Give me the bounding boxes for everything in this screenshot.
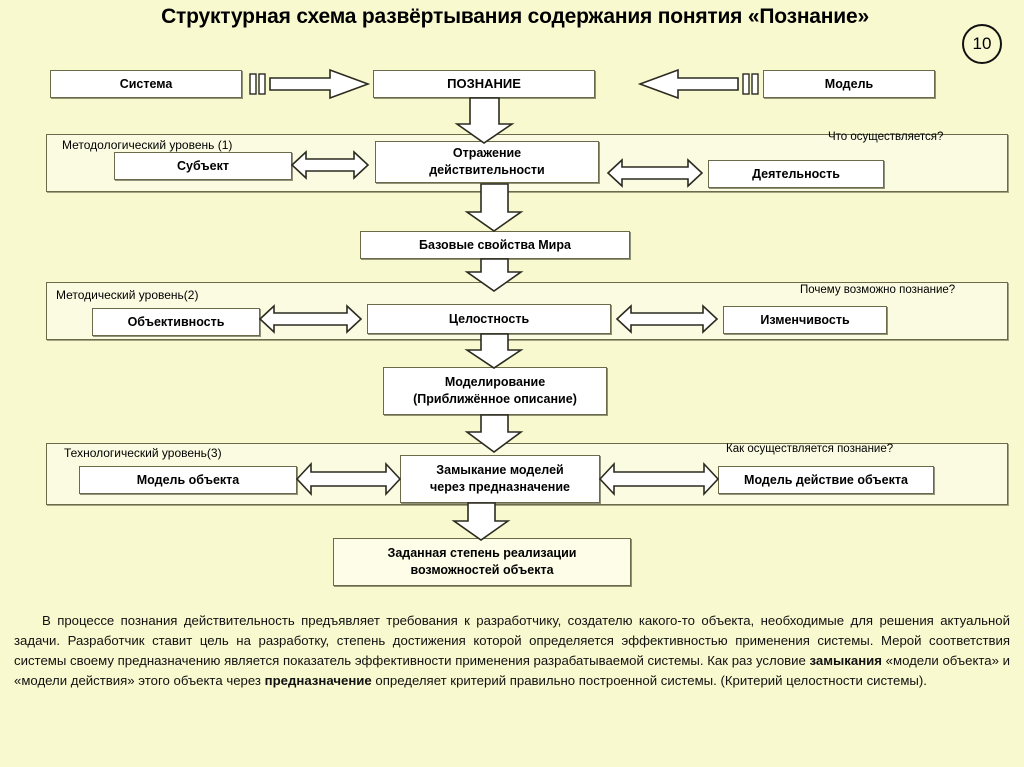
node-variability <box>723 306 887 334</box>
node-object-action-model <box>718 466 934 494</box>
node-basic-world-properties <box>360 231 630 259</box>
node-specified-realization-degree <box>333 538 631 586</box>
node-label-line1: Моделирование <box>444 375 546 390</box>
node-label: Модель объекта <box>136 472 240 487</box>
arrow-closure-down <box>454 503 508 540</box>
node-label: Модель действие объекта <box>744 472 908 487</box>
paragraph-bold-prednaznachenie: предназначение <box>264 673 372 689</box>
node-label-line2: через предназначение <box>429 480 570 494</box>
node-reflection-of-reality <box>375 141 599 183</box>
node-label: Модель <box>824 76 874 91</box>
node-subject <box>114 152 292 180</box>
node-poznanie <box>373 70 595 98</box>
node-label-line2: (Приближённое описание) <box>413 392 577 406</box>
node-label: ПОЗНАНИЕ <box>447 76 521 92</box>
node-label: Деятельность <box>752 166 840 181</box>
node-label: Целостность <box>448 311 530 326</box>
tick-mark <box>752 74 758 94</box>
paragraph-part-2: «модели объекта» и «модели действия» этого объекта через <box>14 653 1010 689</box>
node-label-line1: Заданная степень реализации <box>387 546 577 561</box>
body-paragraph <box>14 611 1010 691</box>
level-label-methodical-right: Почему возможно познание? <box>800 284 956 296</box>
node-model <box>763 70 935 98</box>
page-title: Структурная схема развёртывания содержания понятия «Познание» <box>161 5 869 28</box>
level-label-methodological-left: Методологический уровень (1) <box>62 138 233 152</box>
page-number-badge: 10 <box>962 24 1002 64</box>
node-model-closure <box>400 455 600 503</box>
node-label-line1: Отражение <box>452 146 522 161</box>
node-object-model <box>79 466 297 494</box>
node-label: Базовые свойства Мира <box>419 237 571 252</box>
level-label-technological-left: Технологический уровень(3) <box>64 446 222 460</box>
node-label-line2: возможностей объекта <box>410 563 554 577</box>
level-label-methodological-right: Что осуществляется? <box>828 131 944 143</box>
tick-mark <box>743 74 749 94</box>
node-label: Объективность <box>127 314 225 329</box>
node-activity <box>708 160 884 188</box>
paragraph-part-3: определяет критерий правильно построенной системы. (Критерий целостности системы). <box>371 673 927 689</box>
node-objectivity <box>92 308 260 336</box>
paragraph-part-1: В процессе познания действительность предъявляет требования к разработчику, создателю какого-то объекта, необходимые для решения актуальной задачи. Разработчик ставит цель на разработку, степень достижения которой определяется эффективностью применения системы. Мерой соответствия системы своему предназначению является показатель эффективности применения разрабатываемой системы. Как раз условие <box>14 613 1010 669</box>
node-sistema <box>50 70 242 98</box>
level-label-methodical-left: Методический уровень(2) <box>56 288 199 302</box>
tick-mark <box>259 74 265 94</box>
node-label-line2: действительности <box>429 163 545 177</box>
tick-mark <box>250 74 256 94</box>
node-label: Изменчивость <box>760 312 850 327</box>
arrow-sistema-to-poznanie <box>270 70 368 98</box>
arrow-model-to-poznanie <box>640 70 738 98</box>
node-integrity <box>367 304 611 334</box>
paragraph-bold-zamykaniya: замыкания <box>809 653 882 669</box>
node-label: Система <box>119 76 173 91</box>
node-label: Субъект <box>177 158 229 173</box>
level-label-technological-right: Как осуществляется познание? <box>726 443 894 455</box>
node-label-line1: Замыкание моделей <box>436 463 564 478</box>
node-modeling <box>383 367 607 415</box>
